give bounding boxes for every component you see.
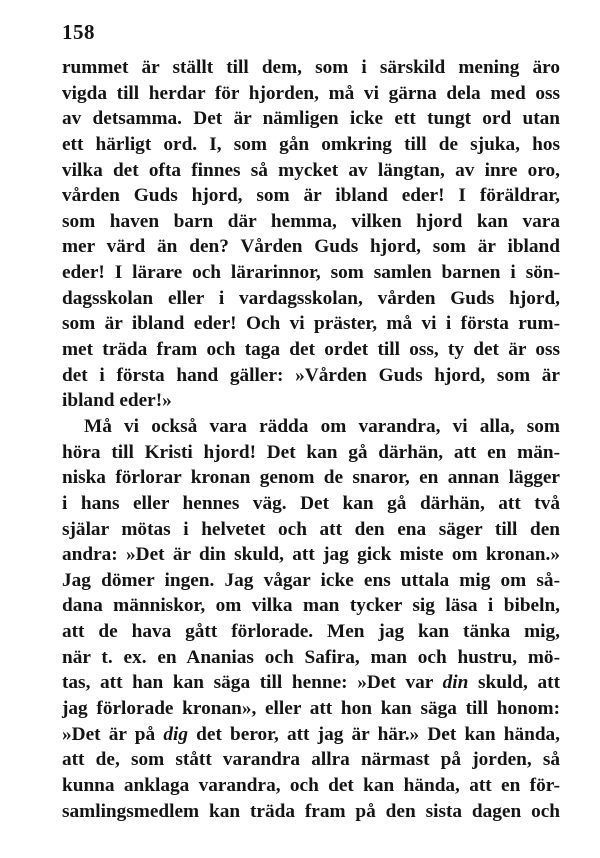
text-line: eder! I lärare och lärarinnor, som samlen barnen i sön-	[62, 262, 560, 284]
text-line: kunna anklaga varandra, och det kan hända, att en för-	[62, 774, 560, 796]
text-line: ett härligt ord. I, som gån omkring till de sjuka, hos	[62, 133, 560, 155]
page-number: 158	[62, 20, 95, 44]
text-line: Jag dömer ingen. Jag vågar icke ens uttala mig om så-	[62, 569, 560, 591]
text-line: som är ibland eder! Och vi präster, må vi i första rum-	[62, 313, 560, 335]
text-line-with-emphasis	[62, 670, 560, 696]
text-line: att de, som stått varandra allra närmast på jorden, så	[62, 749, 560, 771]
text-line: när t. ex. en Ananias och Safira, man och hustru, mö-	[62, 646, 560, 668]
text-line: vigda till herdar för hjorden, må vi gärna dela med oss	[62, 82, 560, 104]
line-text-before: tas, att han kan säga till henne: »Det var	[62, 672, 443, 694]
emphasized-word: din	[442, 672, 469, 694]
text-line: av detsamma. Det är nämligen icke ett tungt ord utan	[62, 108, 560, 130]
text-line: själar mötas i helvetet och att den ena säger till den	[62, 518, 560, 540]
text-line: samlingsmedlem kan träda fram på den sista dagen och	[62, 800, 560, 822]
text-line: andra: »Det är din skuld, att jag gick miste om kronan.»	[62, 544, 560, 566]
text-line: mer värd än den? Vården Guds hjord, som är ibland	[62, 236, 560, 258]
text-line: dana människor, om vilka man tycker sig läsa i bibeln,	[62, 595, 560, 617]
text-line: vården Guds hjord, som är ibland eder! I föräldrar,	[62, 185, 560, 207]
line-text-after: det beror, att jag är här.» Det kan hända,	[187, 723, 561, 745]
text-line: det i första hand gäller: »Vården Guds hjord, som är	[62, 364, 560, 386]
text-line: höra till Kristi hjord! Det kan gå därhän, att en män-	[62, 441, 560, 463]
text-line: met träda fram och taga det ordet till oss, ty det är oss	[62, 339, 560, 361]
text-line: vilka det ofta finnes så mycket av längtan, av inre oro,	[62, 159, 560, 181]
line-text-before: »Det är på	[62, 723, 164, 745]
text-line: i hans eller hennes väg. Det kan gå därhän, att två	[62, 492, 560, 514]
paragraph-end-line: ibland eder!»	[62, 390, 172, 412]
text-line-with-emphasis	[62, 722, 560, 748]
line-text-after: skuld, att	[468, 672, 560, 694]
text-line: att de hava gått förlorade. Men jag kan tänka mig,	[62, 621, 560, 643]
text-line: dagsskolan eller i vardagsskolan, vården Guds hjord,	[62, 287, 560, 309]
emphasized-word: dig	[163, 723, 188, 745]
text-line: jag förlorade kronan», eller att hon kan säga till honom:	[62, 698, 560, 720]
paragraph-start-line: Må vi också vara rädda om varandra, vi alla, som	[84, 415, 560, 437]
body-text	[62, 55, 560, 824]
text-line: niska förlorar kronan genom de snaror, en annan lägger	[62, 467, 560, 489]
text-line: rummet är ställt till dem, som i särskild mening äro	[62, 57, 560, 78]
text-line: som haven barn där hemma, vilken hjord kan vara	[62, 210, 560, 232]
